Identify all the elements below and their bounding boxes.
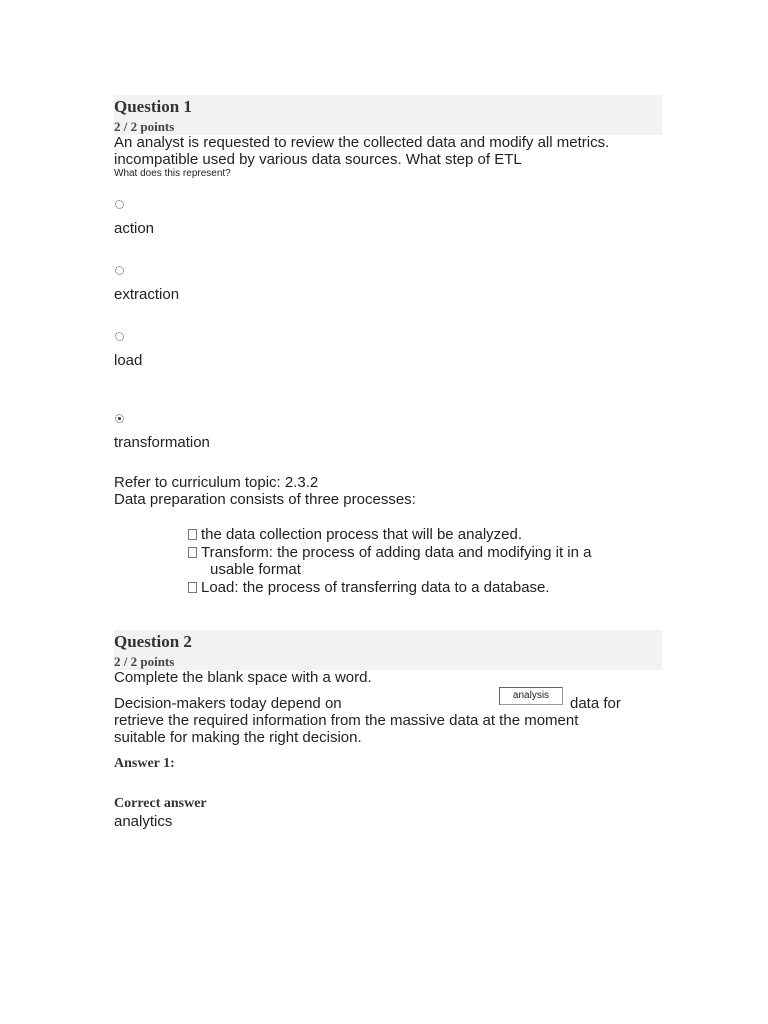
- question-1-text-line2: incompatible used by various data sources. What step of ETL: [114, 151, 522, 168]
- option-load-radio[interactable]: [115, 332, 124, 341]
- question-2-points: 2 / 2 points: [114, 654, 175, 669]
- bullet-box-icon: [188, 529, 197, 540]
- option-transformation-radio[interactable]: [115, 414, 124, 423]
- option-transformation-label: transformation: [114, 434, 210, 451]
- answer-blank-input[interactable]: analysis: [499, 687, 563, 705]
- feedback-intro: Data preparation consists of three processes:: [114, 491, 416, 508]
- question-2-sentence-start: Decision-makers today depend on: [114, 695, 342, 712]
- question-1-points: 2 / 2 points: [114, 119, 175, 134]
- feedback-bullet: Transform: the process of adding data and modifying it in a: [188, 544, 592, 561]
- feedback-bullet: Load: the process of transferring data to a database.: [188, 579, 550, 596]
- answer-label: Answer 1:: [114, 756, 175, 771]
- option-action-radio[interactable]: [115, 200, 124, 209]
- option-extraction-label: extraction: [114, 286, 180, 303]
- option-action-label: action: [114, 220, 155, 237]
- feedback-bullet: the data collection process that will be analyzed.: [188, 526, 522, 543]
- question-2-line2: retrieve the required information from the massive data at the moment: [114, 712, 579, 729]
- option-load-label: load: [114, 352, 143, 369]
- question-2-instruction: Complete the blank space with a word.: [114, 669, 372, 686]
- question-2-line3: suitable for making the right decision.: [114, 729, 362, 746]
- question-2-sentence-after-blank: data for: [570, 695, 621, 712]
- correct-answer-label: Correct answer: [114, 796, 207, 811]
- feedback-reference: Refer to curriculum topic: 2.3.2: [114, 474, 319, 491]
- question-1-text-line1: An analyst is requested to review the collected data and modify all metrics.: [114, 134, 610, 151]
- question-2-header: [114, 630, 662, 670]
- correct-answer-value: analytics: [114, 813, 173, 830]
- question-1-title: Question 1: [114, 97, 192, 116]
- option-extraction-radio[interactable]: [115, 266, 124, 275]
- question-2-title: Question 2: [114, 632, 192, 651]
- feedback-bullet-continuation: usable format: [210, 561, 301, 578]
- question-1-header: [114, 95, 662, 135]
- question-1-subtext: What does this represent?: [114, 168, 231, 179]
- bullet-box-icon: [188, 547, 197, 558]
- bullet-box-icon: [188, 582, 197, 593]
